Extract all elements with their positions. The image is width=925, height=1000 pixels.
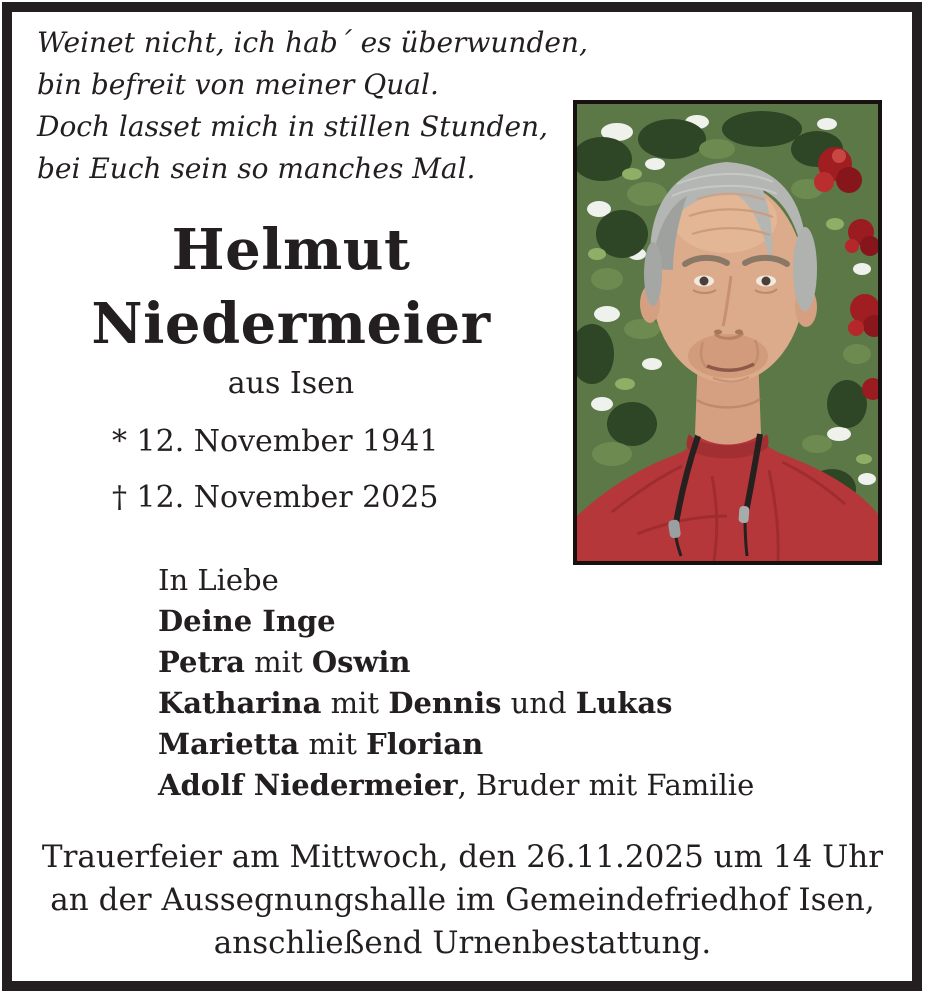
funeral-line: an der Aussegnungshalle im Gemeindefriedhof Isen, [50, 882, 875, 918]
mourner-line [158, 724, 754, 765]
deceased-first-name: Helmut [171, 217, 411, 283]
mourner-name: Marietta [158, 727, 300, 761]
mourner-name: Lukas [575, 686, 673, 720]
poem-line: bei Euch sein so manches Mal. [37, 152, 476, 185]
mourner-name: Oswin [311, 645, 411, 679]
funeral-line: Trauerfeier am Mittwoch, den 26.11.2025 um 14 Uhr [41, 839, 884, 875]
deceased-last-name: Niedermeier [91, 291, 491, 357]
mourner-text: , Bruder mit Familie [457, 768, 755, 802]
mourner-name: Florian [366, 727, 484, 761]
poem-line: Doch lasset mich in stillen Stunden, [37, 110, 548, 143]
mourner-name: Adolf Niedermeier [158, 768, 458, 802]
mourner-name: Katharina [158, 686, 322, 720]
deceased-origin: aus Isen [227, 366, 355, 401]
mourner-line [158, 601, 754, 642]
mourner-line [158, 683, 754, 724]
deceased-name-block [13, 213, 569, 401]
funeral-line: anschließend Urnenbestattung. [213, 925, 712, 961]
birth-date-line: * 12. November 1941 [112, 424, 439, 459]
mourner-text: mit [244, 645, 312, 679]
mourners-list [158, 601, 754, 806]
mourner-name: Petra [158, 645, 245, 679]
death-date-line: † 12. November 2025 [112, 480, 439, 515]
poem [37, 22, 588, 190]
poem-line: Weinet nicht, ich hab´ es überwunden, [37, 26, 588, 59]
portrait-photo [573, 100, 882, 565]
mourners-intro: In Liebe [158, 563, 279, 597]
portrait-illustration [577, 104, 878, 561]
mourners-block [158, 560, 754, 806]
funeral-info [13, 836, 912, 965]
mourner-line [158, 765, 754, 806]
mourner-name: Dennis [388, 686, 502, 720]
mourner-text: und [501, 686, 576, 720]
mourner-text: mit [321, 686, 389, 720]
poem-line: bin befreit von meiner Qual. [37, 68, 439, 101]
life-dates [112, 414, 438, 526]
mourner-line [158, 642, 754, 683]
mourner-name: Deine Inge [158, 604, 336, 638]
mourner-text: mit [299, 727, 367, 761]
